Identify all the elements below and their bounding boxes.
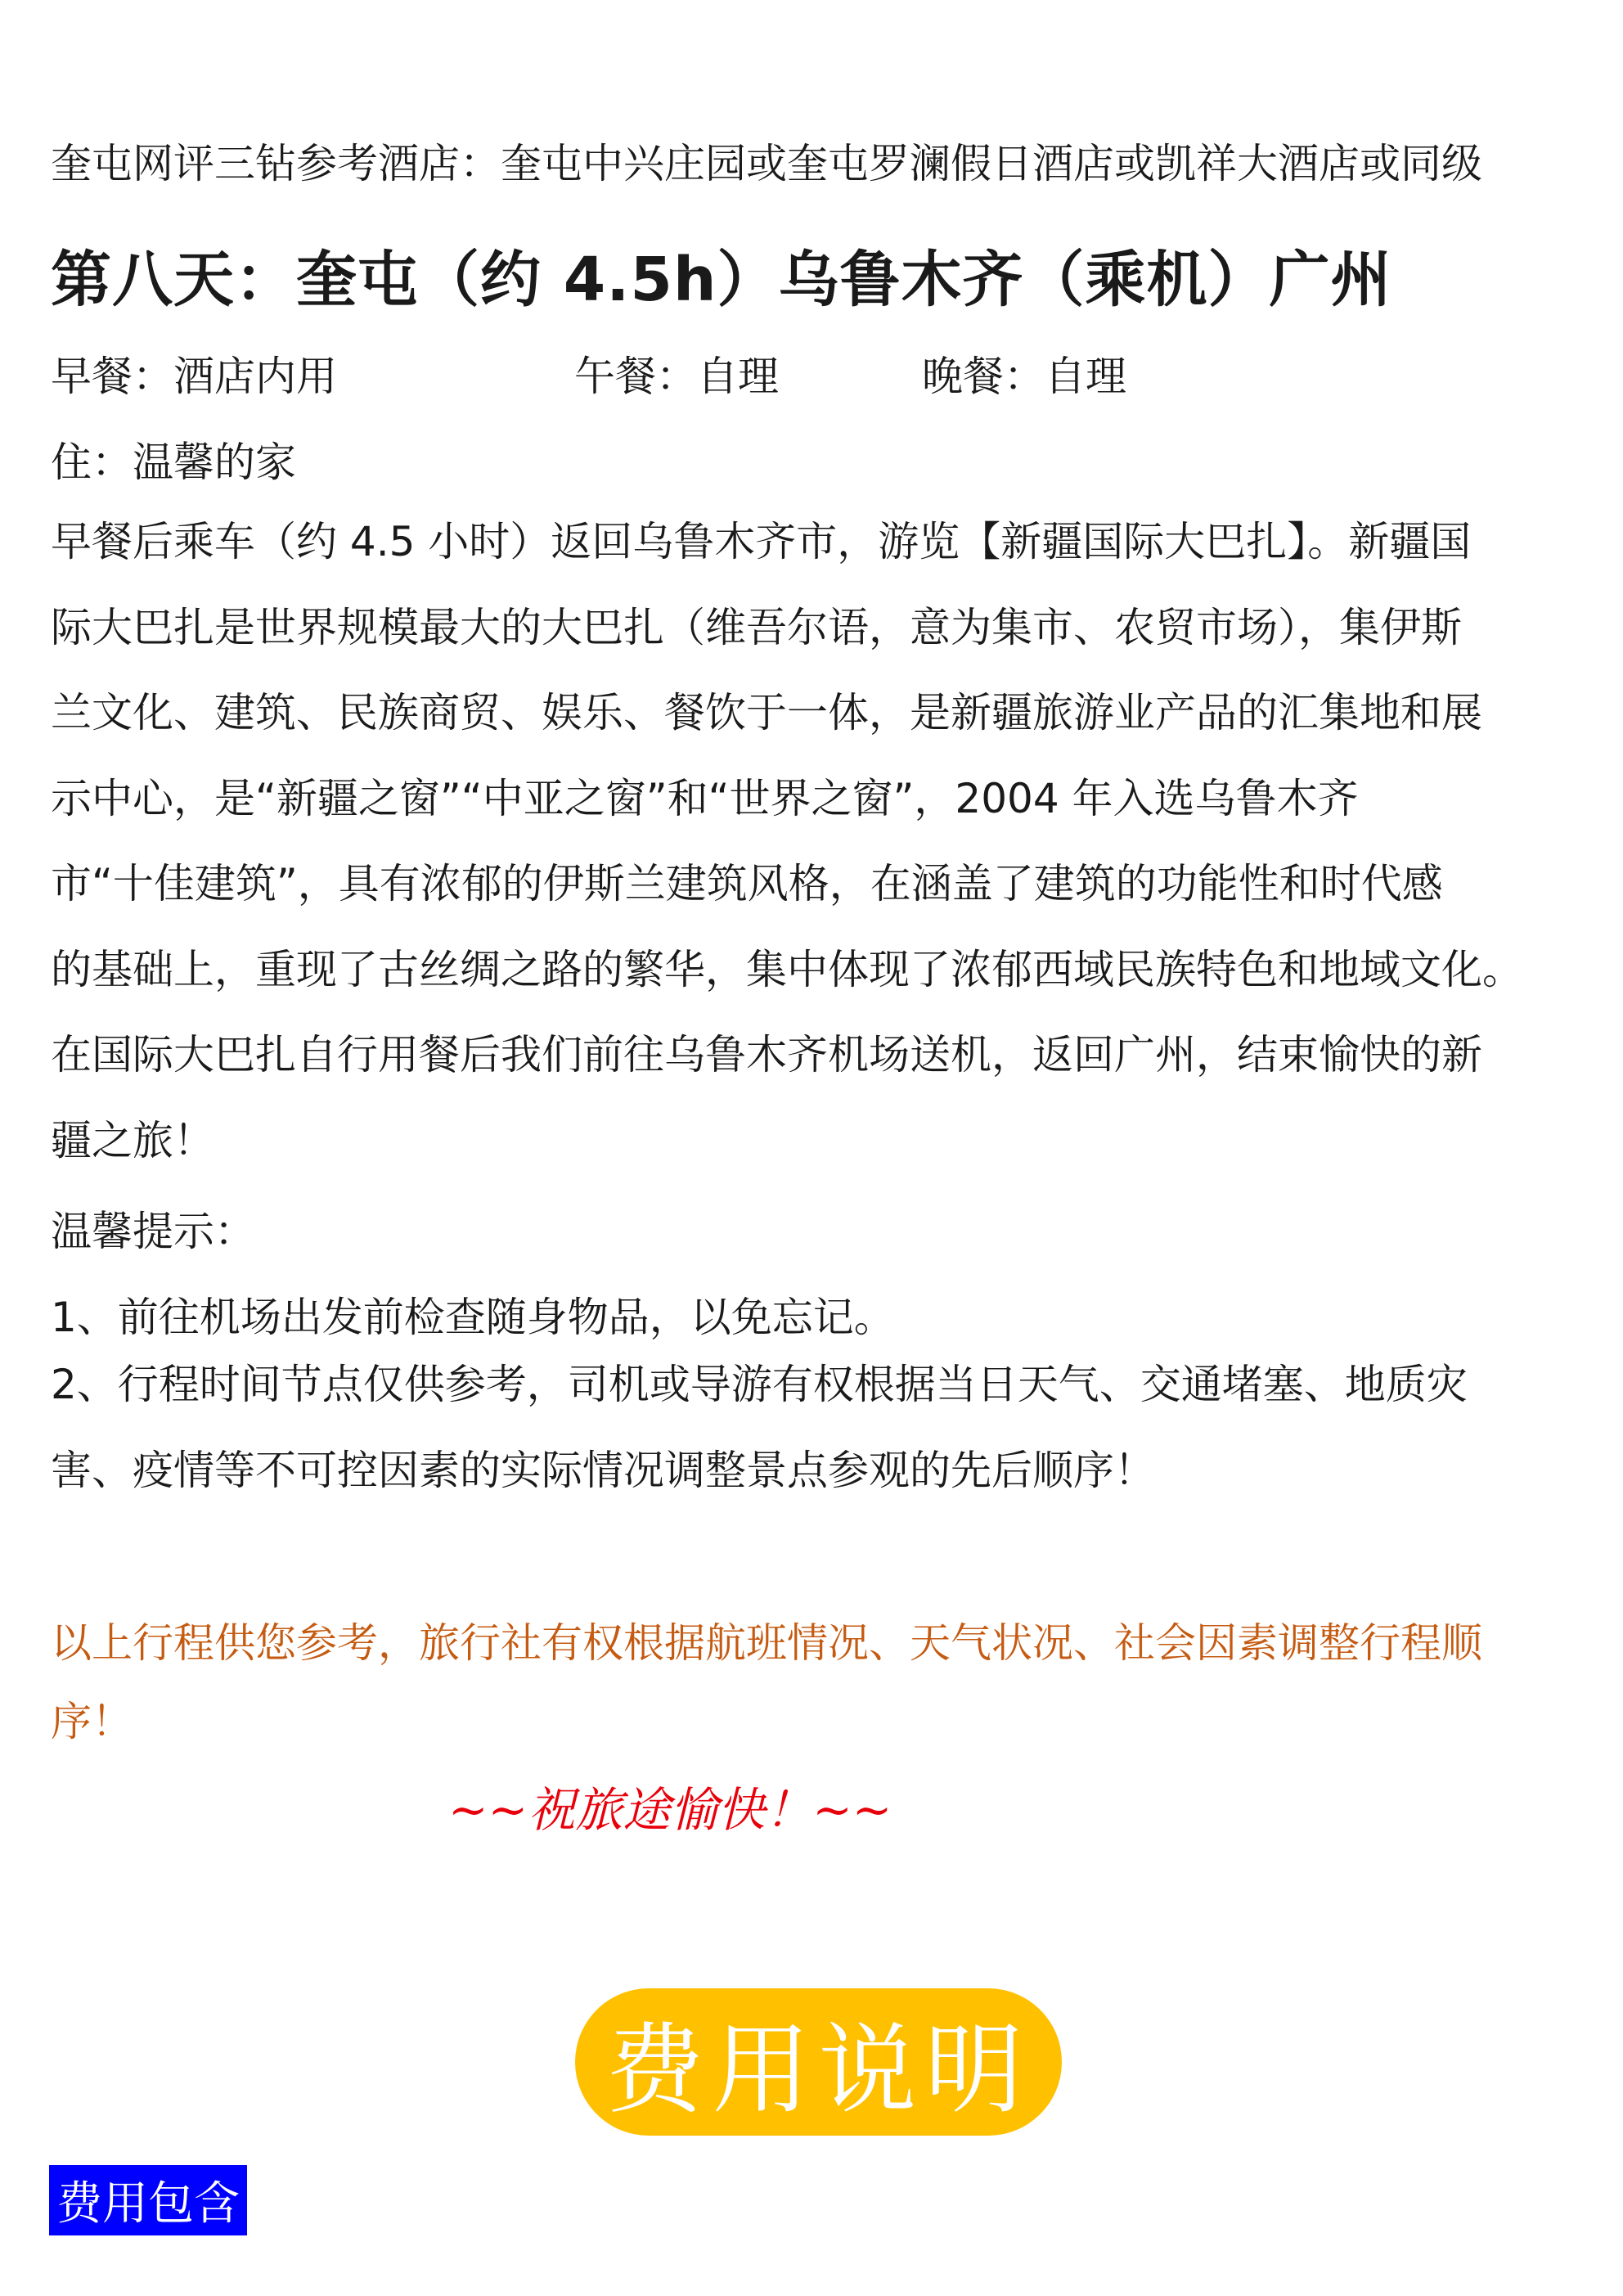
day-description bbox=[51, 499, 1580, 1183]
description-line: 际大巴扎是世界规模最大的大巴扎（维吾尔语，意为集市、农贸市场），集伊斯 bbox=[51, 603, 1462, 651]
fee-include-label: 费用包含 bbox=[49, 2165, 247, 2235]
description-line: 的基础上，重现了古丝绸之路的繁华，集中体现了浓郁西域民族特色和地域文化。 bbox=[51, 945, 1523, 993]
lunch-label: 午餐：自理 bbox=[574, 353, 779, 400]
tip-line: 害、疫情等不可控因素的实际情况调整景点参观的先后顺序！ bbox=[51, 1446, 1155, 1494]
description-line: 早餐后乘车（约 4.5 小时）返回乌鲁木齐市，游览【新疆国际大巴扎】。新疆国 bbox=[51, 518, 1472, 565]
itinerary-note bbox=[51, 1604, 1580, 1761]
description-line: 疆之旅！ bbox=[51, 1116, 214, 1164]
description-line: 市“十佳建筑”，具有浓郁的伊斯兰建筑风格，在涵盖了建筑的功能性和时代感 bbox=[51, 860, 1443, 907]
description-line: 兰文化、建筑、民族商贸、娱乐、餐饮于一体，是新疆旅游业产品的汇集地和展 bbox=[51, 689, 1482, 736]
breakfast-label: 早餐：酒店内用 bbox=[51, 353, 337, 400]
tip-line: 2、行程时间节点仅供参考，司机或导游有权根据当日天气、交通堵塞、地质灾 bbox=[51, 1361, 1468, 1408]
description-line: 示中心，是“新疆之窗”“中亚之窗”和“世界之窗”，2004 年入选乌鲁木齐 bbox=[51, 774, 1359, 822]
note-line: 以上行程供您参考，旅行社有权根据航班情况、天气状况、社会因素调整行程顺 bbox=[51, 1619, 1482, 1667]
accommodation-line: 住：温馨的家 bbox=[51, 439, 296, 486]
travel-wish: ~~祝旅途愉快！~~ bbox=[448, 1782, 892, 1838]
tips-title: 温馨提示： bbox=[51, 1208, 255, 1255]
fee-description-heading: 费用说明 bbox=[575, 1988, 1062, 2136]
day-title: 第八天：奎屯（约 4.5h）乌鲁木齐（乘机）广州 bbox=[51, 245, 1392, 315]
note-line: 序！ bbox=[51, 1698, 133, 1745]
meals-row bbox=[51, 344, 1572, 401]
dinner-label: 晚餐：自理 bbox=[922, 353, 1126, 400]
description-line: 在国际大巴扎自行用餐后我们前往乌鲁木齐机场送机，返回广州，结束愉快的新 bbox=[51, 1031, 1482, 1078]
tip-item-2 bbox=[51, 1342, 1580, 1513]
tip-item-1: 1、前往机场出发前检查随身物品，以免忘记。 bbox=[51, 1294, 895, 1341]
hotel-reference-line: 奎屯网评三钻参考酒店：奎屯中兴庄园或奎屯罗澜假日酒店或凯祥大酒店或同级 bbox=[51, 140, 1482, 187]
